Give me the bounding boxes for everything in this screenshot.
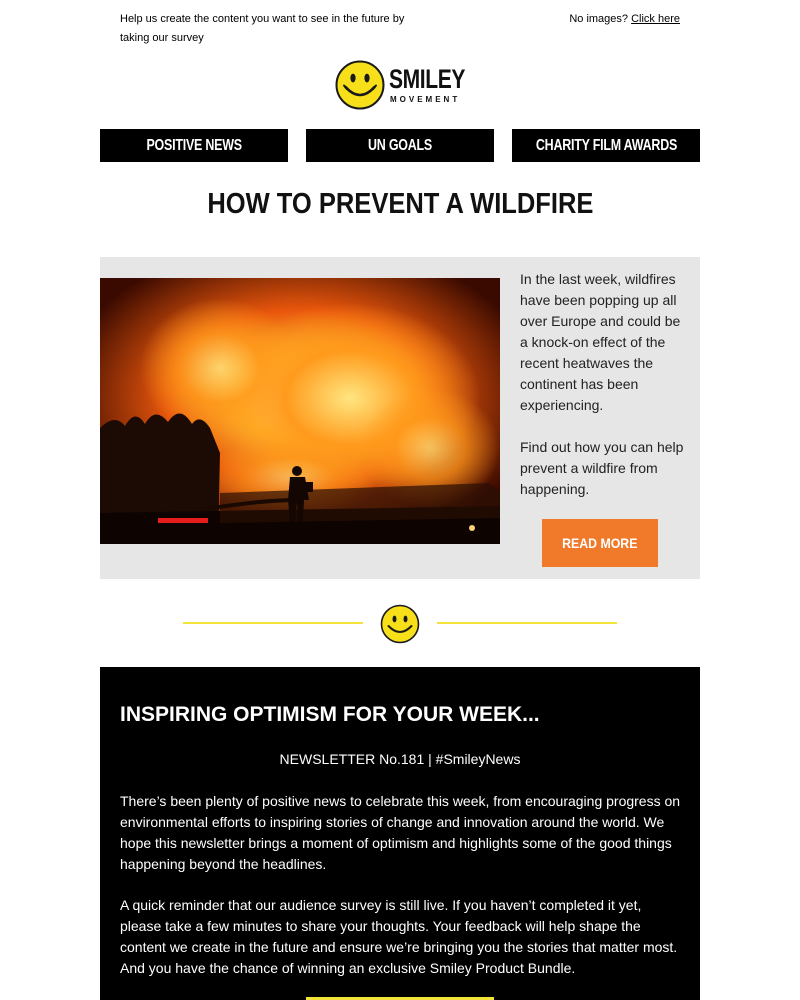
smiley-face-icon: [335, 60, 385, 110]
logo-wordmark: SMILEY: [389, 64, 466, 94]
article-paragraph: In the last week, wildfires have been popping up all over Europe and could be a knock-on effect of the recent heatwaves the continent has been experiencing.: [520, 271, 681, 413]
article-headline: [100, 186, 700, 222]
wildfire-photo[interactable]: [100, 278, 500, 544]
article-card: [100, 257, 700, 579]
read-more-button[interactable]: [542, 519, 658, 567]
no-images-prompt: [569, 10, 680, 29]
nav-charity-film-awards[interactable]: [512, 129, 700, 162]
read-more-label: READ MORE: [562, 535, 638, 551]
nav-positive-news[interactable]: [100, 129, 288, 162]
newsletter-section: [100, 667, 700, 1000]
preheader: [120, 10, 680, 50]
survey-prompt: Help us create the content you want to see in the future by taking our survey: [120, 13, 405, 44]
smiley-movement-logo[interactable]: [335, 58, 467, 110]
newsletter-number: NEWSLETTER No.181 | #SmileyNews: [279, 751, 521, 767]
newsletter-title: INSPIRING OPTIMISM FOR YOUR WEEK...: [120, 703, 540, 726]
wildfire-image: [100, 278, 500, 544]
headline-text: HOW TO PREVENT A WILDFIRE: [206, 188, 594, 220]
click-here-link[interactable]: Click here: [631, 13, 680, 25]
smiley-face-icon: [380, 604, 420, 644]
article-body: [520, 269, 685, 521]
no-images-label: No images?: [569, 13, 629, 25]
divider-line-left: [183, 622, 363, 624]
nav-label: UN GOALS: [367, 136, 432, 154]
article-paragraph: Find out how you can help prevent a wildfire from happening.: [520, 439, 684, 497]
nav-label: CHARITY FILM AWARDS: [535, 136, 677, 154]
newsletter-paragraph: There’s been plenty of positive news to celebrate this week, from encouraging progress on environmental efforts to inspiring stories of change and innovation around the world. We hope this newsletter brings a moment of optimism and highlights some of the good things happening beyond the headlines.: [120, 793, 681, 872]
nav-un-goals[interactable]: [306, 129, 494, 162]
newsletter-paragraph: A quick reminder that our audience survey is still live. If you haven’t completed it yet, please take a few minutes to share your thoughts. Your feedback will help shape the content we create in the future and ensure we’re bringing you the stories that matter most. And you have the chance of winning an exclusive Smiley Product Bundle.: [120, 897, 678, 976]
divider-line-right: [437, 622, 617, 624]
nav-label: POSITIVE NEWS: [146, 136, 242, 154]
logo-subtext: MOVEMENT: [390, 95, 461, 104]
